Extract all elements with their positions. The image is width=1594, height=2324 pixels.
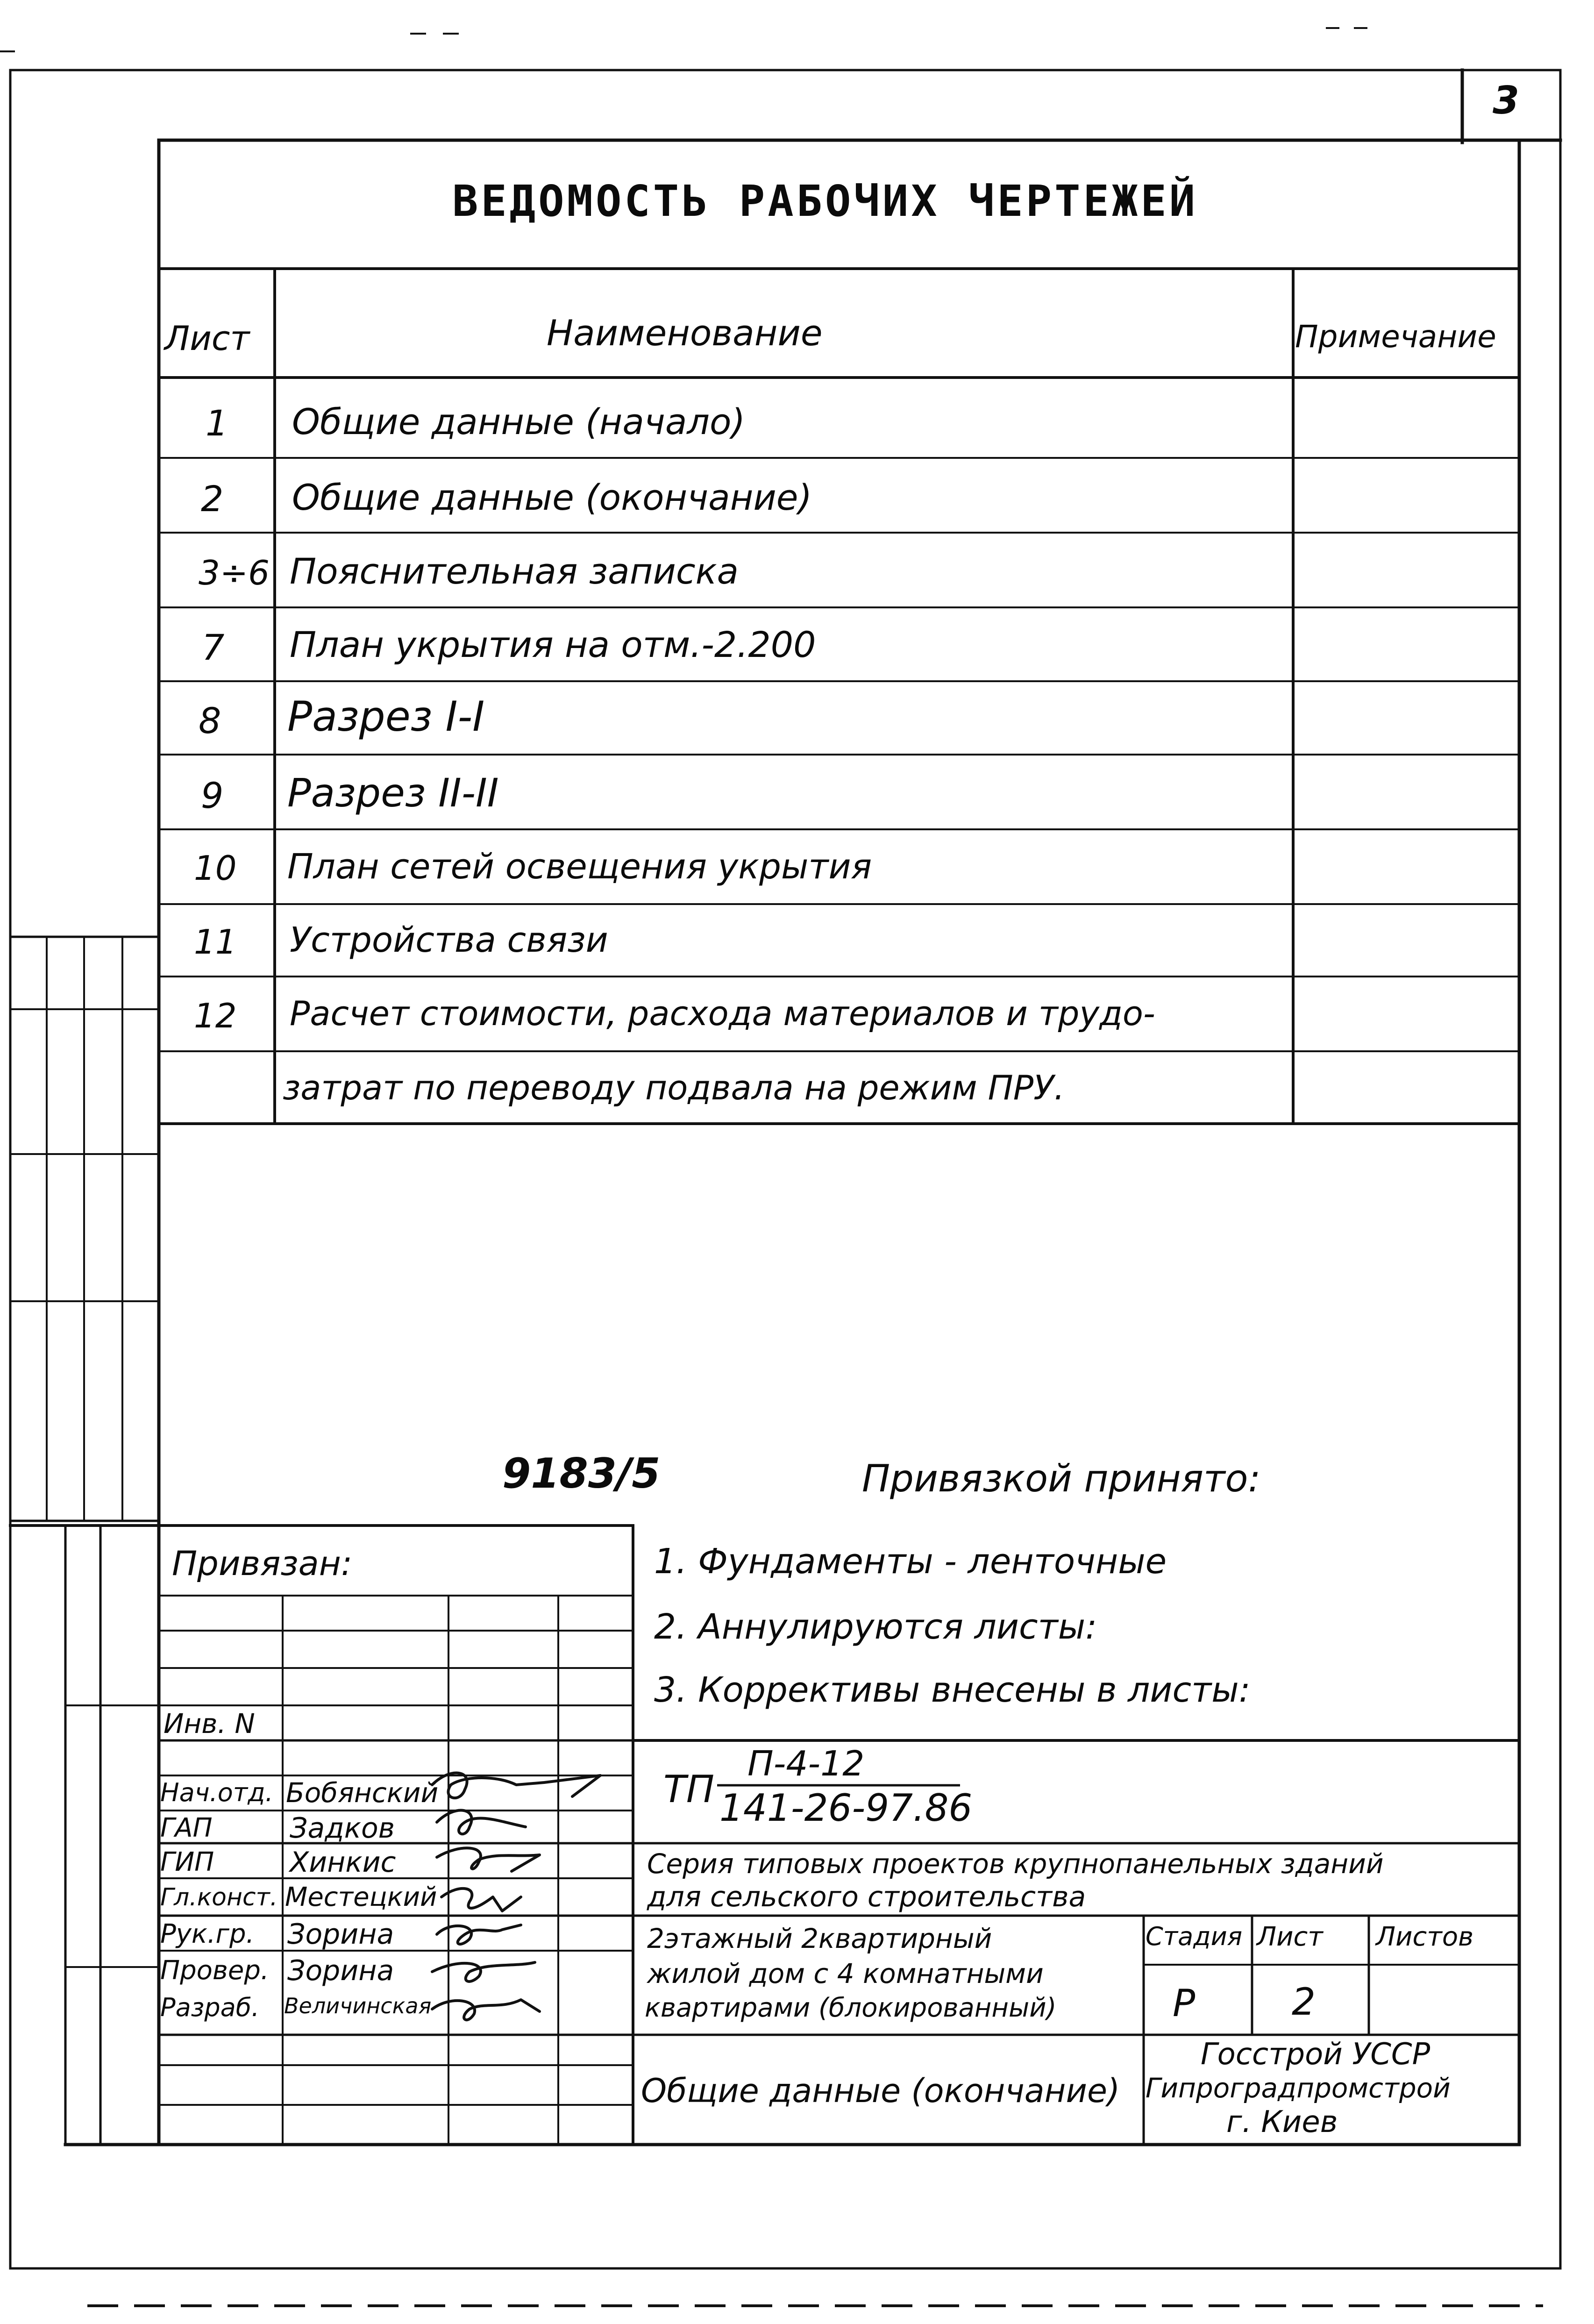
organization-line-3: г. Киев — [1226, 2105, 1338, 2139]
sheet-value: 2 — [1292, 1980, 1316, 2024]
row-name: Пояснительная записка — [290, 550, 739, 592]
role-label: ГИП — [160, 1847, 214, 1877]
row-name: затрат по переводу подвала на режим ПРУ. — [283, 1068, 1065, 1107]
row-name: План сетей освещения укрытия — [287, 847, 872, 887]
object-line-3: квартирами (блокированный) — [645, 1993, 1057, 2023]
header-note: Примечание — [1295, 319, 1496, 355]
row-name: Общие данные (начало) — [292, 401, 746, 442]
row-name: Общие данные (окончание) — [292, 477, 812, 518]
role-name: Задков — [290, 1812, 395, 1845]
role-label: Разраб. — [160, 1993, 260, 2022]
inventory-number-label: Инв. N — [164, 1708, 255, 1739]
sheet-label: Лист — [1257, 1922, 1323, 1952]
role-label: Нач.отд. — [160, 1778, 273, 1807]
document-id: 9183/5 — [502, 1449, 661, 1497]
binding-item: 1. Фундаменты - ленточные — [654, 1541, 1167, 1582]
row-sheet: 8 — [199, 700, 221, 741]
object-line-2: жилой дом с 4 комнатными — [647, 1958, 1044, 1989]
header-sheet: Лист — [164, 319, 250, 358]
header-name: Наименование — [547, 312, 823, 354]
row-name: Устройства связи — [290, 920, 608, 960]
binding-item: 3. Коррективы внесены в листы: — [654, 1670, 1251, 1710]
role-name: Бобянский — [286, 1777, 439, 1809]
role-name: Местецкий — [285, 1882, 437, 1912]
role-label: Гл.конст. — [160, 1883, 278, 1911]
role-label: Провер. — [160, 1955, 269, 1986]
handwritten-signatures — [423, 1757, 619, 2037]
row-sheet: 9 — [201, 775, 224, 816]
role-name: Величинская — [284, 1993, 432, 2018]
sheets-label: Листов — [1376, 1922, 1474, 1952]
role-name: Зорина — [287, 1954, 394, 1987]
object-line-1: 2этажный 2квартирный — [647, 1923, 992, 1954]
tp-code-bottom: 141-26-97.86 — [719, 1786, 973, 1830]
row-sheet: 2 — [201, 478, 224, 520]
role-label: Рук.гр. — [160, 1919, 255, 1949]
row-name: План укрытия на отм.-2.200 — [290, 624, 816, 665]
row-name: Разрез I-I — [287, 692, 485, 741]
row-sheet: 7 — [202, 627, 225, 668]
row-sheet: 11 — [194, 922, 237, 962]
tp-code-top: П-4-12 — [747, 1744, 865, 1784]
role-name: Зорина — [287, 1918, 394, 1951]
drawing-name: Общие данные (окончание) — [641, 2072, 1120, 2110]
role-name: Хинкис — [290, 1846, 396, 1879]
role-label: ГАП — [160, 1813, 213, 1843]
row-name: Разрез II-II — [287, 770, 499, 816]
row-sheet: 10 — [194, 848, 237, 888]
privyazan-label: Привязан: — [172, 1544, 353, 1583]
row-sheet: 12 — [194, 996, 237, 1035]
sheet-number: 3 — [1493, 78, 1520, 123]
row-sheet: 3÷6 — [199, 553, 270, 592]
row-sheet: 1 — [206, 402, 228, 444]
stage-value: Р — [1173, 1982, 1196, 2025]
page-title: ВЕДОМОСТЬ РАБОЧИХ ЧЕРТЕЖЕЙ — [452, 176, 1198, 226]
series-line-2: для сельского строительства — [647, 1881, 1086, 1913]
tp-prefix: ТП — [663, 1768, 715, 1811]
row-name: Расчет стоимости, расхода материалов и трудо- — [290, 994, 1155, 1033]
stage-label: Стадия — [1146, 1922, 1243, 1951]
binding-item: 2. Аннулируются листы: — [654, 1607, 1097, 1647]
series-line-1: Серия типовых проектов крупнопанельных зданий — [647, 1848, 1384, 1880]
binding-title: Привязкой принято: — [862, 1457, 1261, 1500]
organization-line-1: Госстрой УССР — [1201, 2037, 1430, 2072]
organization-line-2: Гипроградпромстрой — [1146, 2072, 1451, 2104]
